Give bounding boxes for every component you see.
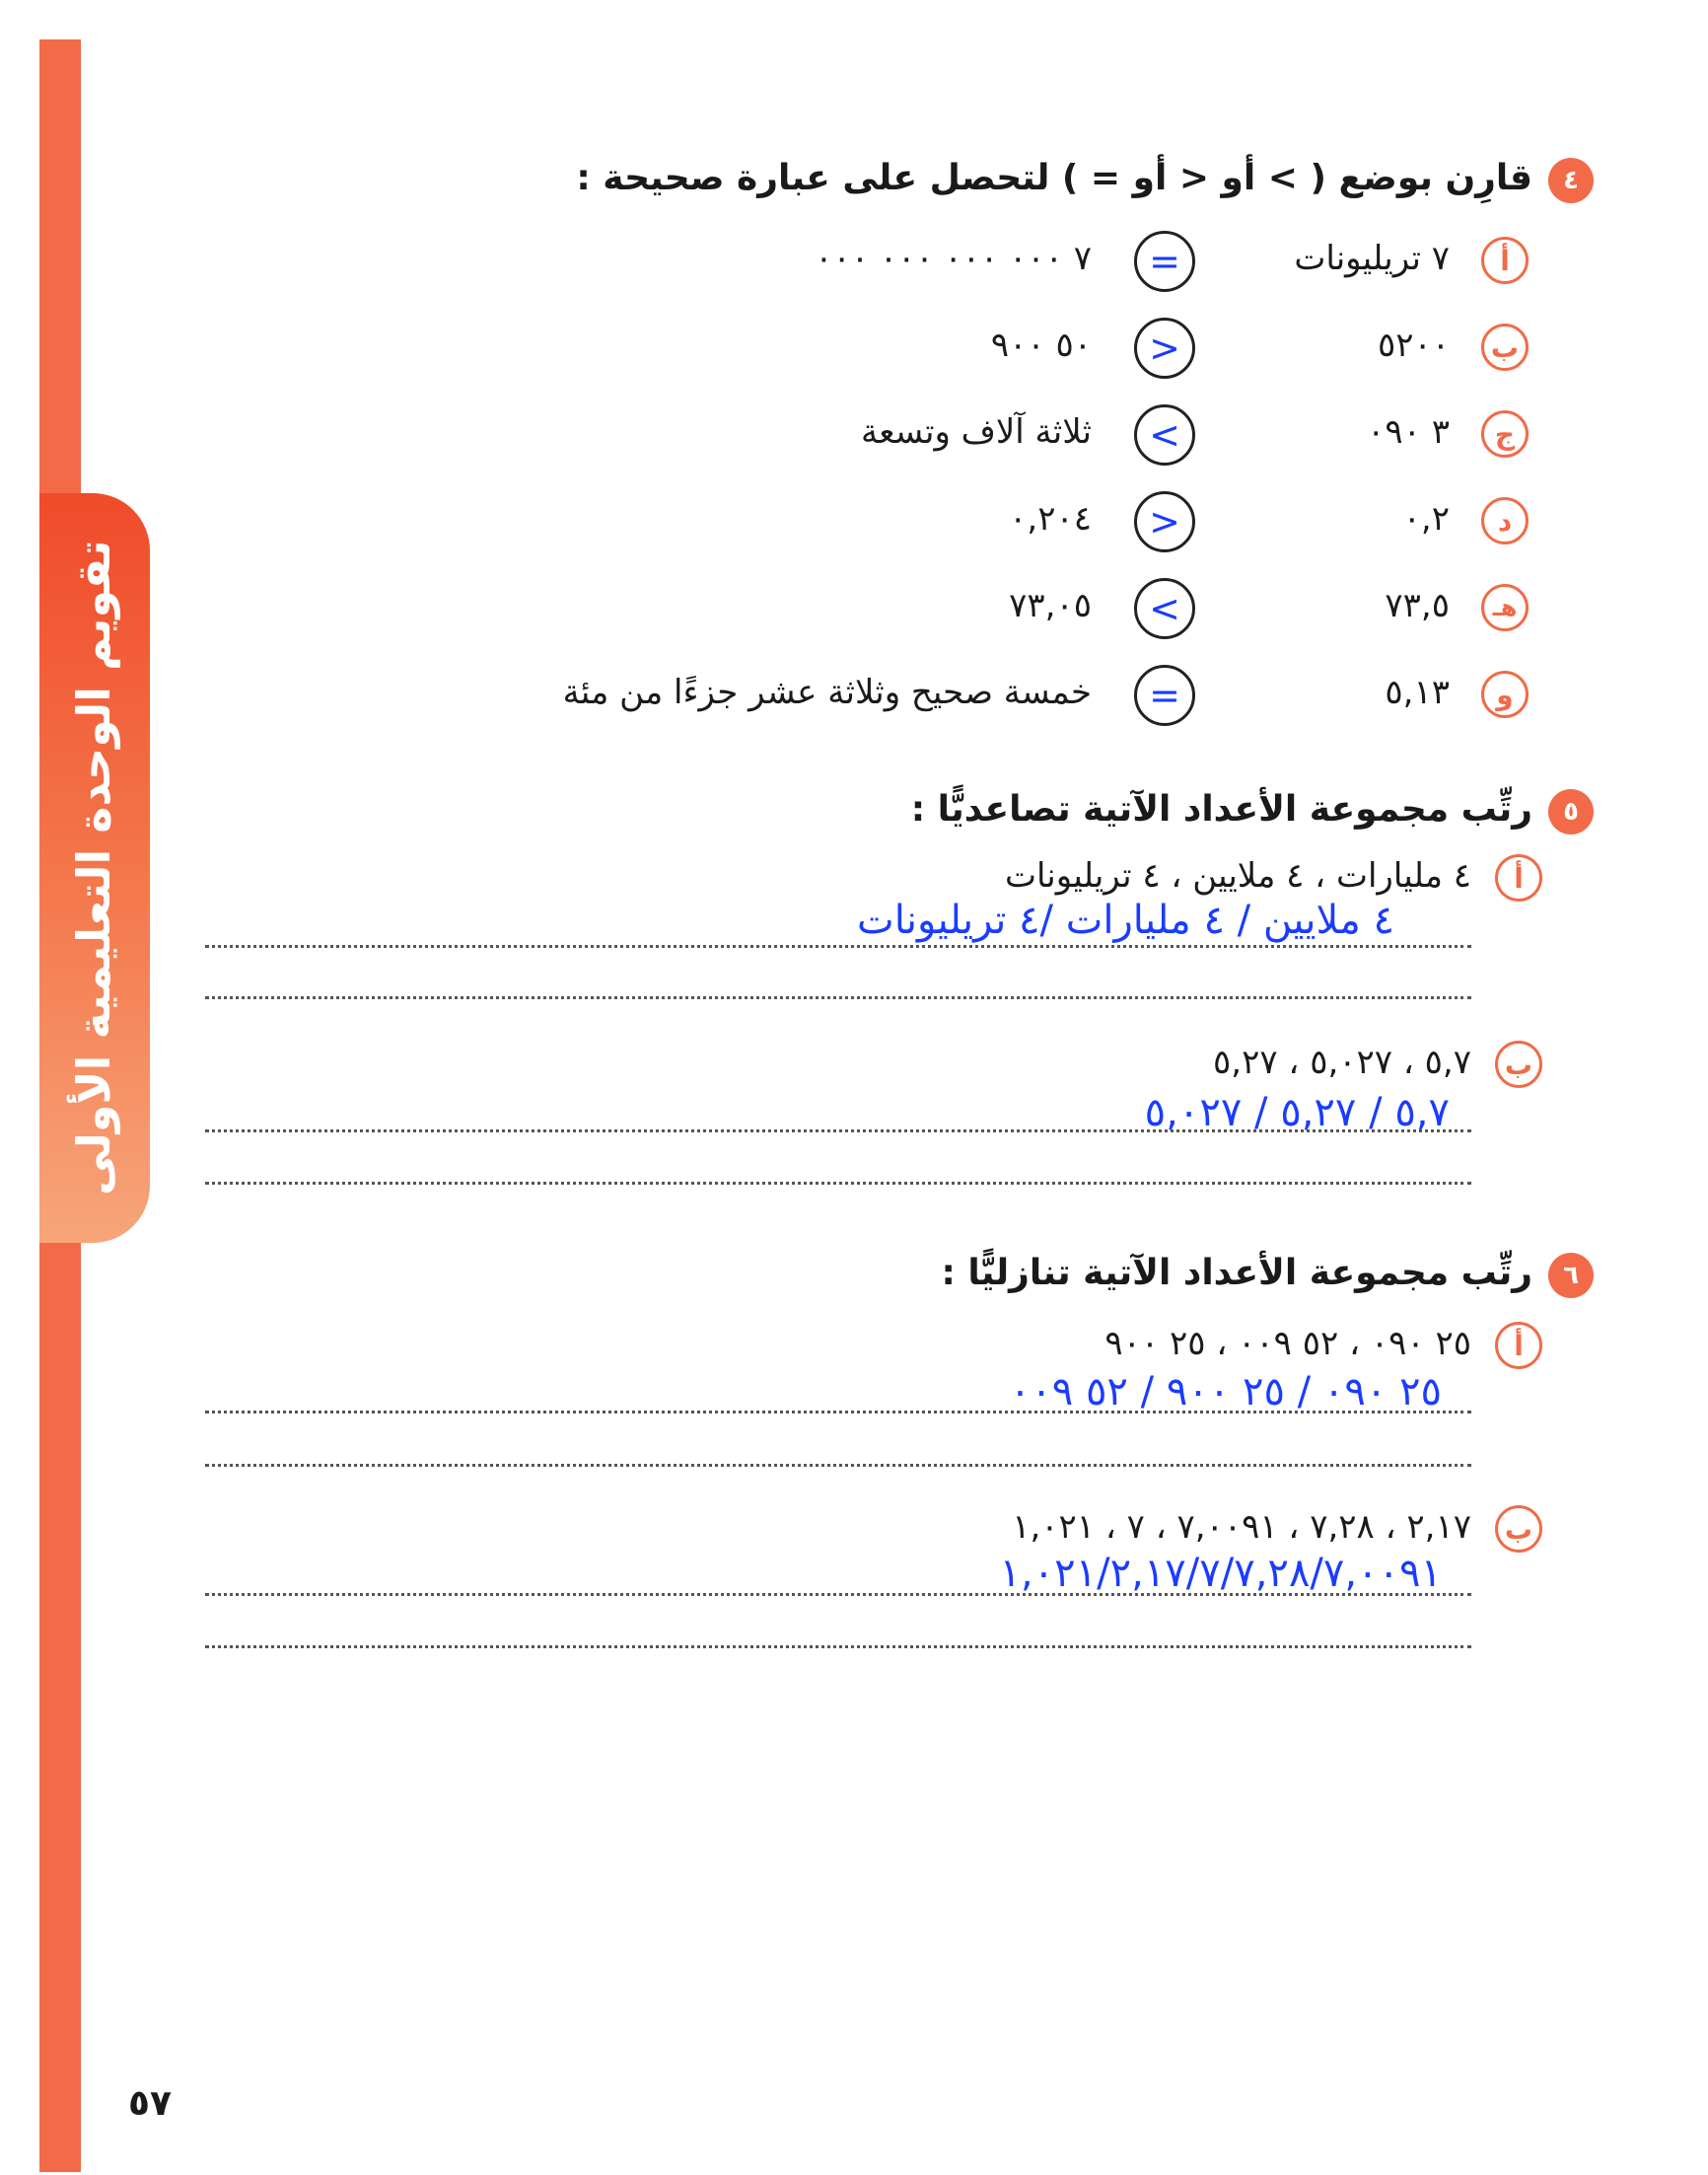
answer-line bbox=[205, 945, 1471, 948]
question-4-text: قارِن بوضع ( > أو < أو = ) لتحصل على عبارة صحيحة : bbox=[576, 158, 1532, 198]
answer-line bbox=[205, 996, 1471, 999]
compare-left-value: ٧٣,٥ bbox=[1385, 586, 1450, 625]
question-5-text: رتِّب مجموعة الأعداد الآتية تصاعديًّا : bbox=[910, 789, 1532, 830]
handwritten-answer: ٥,٧ / ٥,٢٧ / ٥,٠٢٧ bbox=[1144, 1090, 1450, 1135]
question-6-text: رتِّب مجموعة الأعداد الآتية تنازليًّا : bbox=[941, 1253, 1532, 1293]
compare-left-value: ٥,١٣ bbox=[1385, 673, 1450, 712]
number-set: ٢,١٧ ، ٧,٢٨ ، ٧,٠٠٩١ ، ٧ ، ١,٠٢١ bbox=[1012, 1507, 1471, 1547]
question-6-number: ٦ bbox=[1548, 1253, 1594, 1298]
handwritten-answer: ٤ ملايين / ٤ مليارات /٤ تريليونات bbox=[857, 898, 1394, 943]
question-4-number: ٤ bbox=[1548, 158, 1594, 203]
item-letter: ب bbox=[1495, 1505, 1542, 1553]
handwritten-answer: ١,٠٢١/٢,١٧/٧/٧,٢٨/٧,٠٠٩١ bbox=[999, 1551, 1442, 1596]
compare-left-value: ٣ ٠٩٠ bbox=[1367, 412, 1450, 452]
compare-right-value: ثلاثة آلاف وتسعة bbox=[861, 412, 1092, 452]
item-letter: د bbox=[1481, 497, 1529, 544]
compare-sign: < bbox=[1134, 578, 1195, 639]
number-set: ٤ مليارات ، ٤ ملايين ، ٤ تريليونات bbox=[1004, 856, 1471, 896]
item-letter: ب bbox=[1481, 324, 1529, 371]
handwritten-answer: ٢٥ ٠٩٠ / ٢٥ ٩٠٠ / ٥٢ ٠٠٩ bbox=[1009, 1369, 1442, 1414]
answer-line bbox=[205, 1593, 1471, 1596]
compare-right-value: ٧٣,٠٥ bbox=[1009, 586, 1092, 625]
answer-line bbox=[205, 1129, 1471, 1132]
answer-line bbox=[205, 1645, 1471, 1648]
compare-sign: = bbox=[1134, 231, 1195, 292]
item-letter: و bbox=[1481, 671, 1529, 718]
answer-line bbox=[205, 1182, 1471, 1185]
item-letter: أ bbox=[1495, 1322, 1542, 1369]
item-letter: أ bbox=[1481, 237, 1529, 284]
answer-line bbox=[205, 1411, 1471, 1414]
compare-sign: > bbox=[1134, 318, 1195, 379]
question-5-number: ٥ bbox=[1548, 789, 1594, 834]
compare-left-value: ٧ تريليونات bbox=[1294, 239, 1450, 278]
item-letter: ج bbox=[1481, 410, 1529, 458]
page-number: ٥٧ bbox=[128, 2083, 172, 2124]
compare-sign: = bbox=[1134, 665, 1195, 726]
compare-left-value: ٥٢٠٠ bbox=[1377, 326, 1450, 365]
answer-line bbox=[205, 1464, 1471, 1467]
compare-right-value: ٠,٢٠٤ bbox=[1009, 499, 1092, 539]
compare-left-value: ٠,٢ bbox=[1402, 499, 1450, 539]
compare-right-value: خمسة صحيح وثلاثة عشر جزءًا من مئة bbox=[562, 673, 1092, 712]
item-letter: هـ bbox=[1481, 584, 1529, 631]
compare-sign: > bbox=[1134, 491, 1195, 552]
side-title: تقويم الوحدة التعليمية الأولى bbox=[67, 540, 120, 1196]
item-letter: ب bbox=[1495, 1041, 1542, 1088]
compare-right-value: ٥٠ ٩٠٠ bbox=[990, 326, 1092, 365]
compare-right-value: ٧ ٠٠٠ ٠٠٠ ٠٠٠ ٠٠٠ bbox=[815, 239, 1092, 278]
item-letter: أ bbox=[1495, 854, 1542, 902]
number-set: ٥,٧ ، ٥,٠٢٧ ، ٥,٢٧ bbox=[1213, 1043, 1471, 1082]
compare-sign: < bbox=[1134, 404, 1195, 466]
number-set: ٢٥ ٠٩٠ ، ٥٢ ٠٠٩ ، ٢٥ ٩٠٠ bbox=[1104, 1324, 1471, 1363]
